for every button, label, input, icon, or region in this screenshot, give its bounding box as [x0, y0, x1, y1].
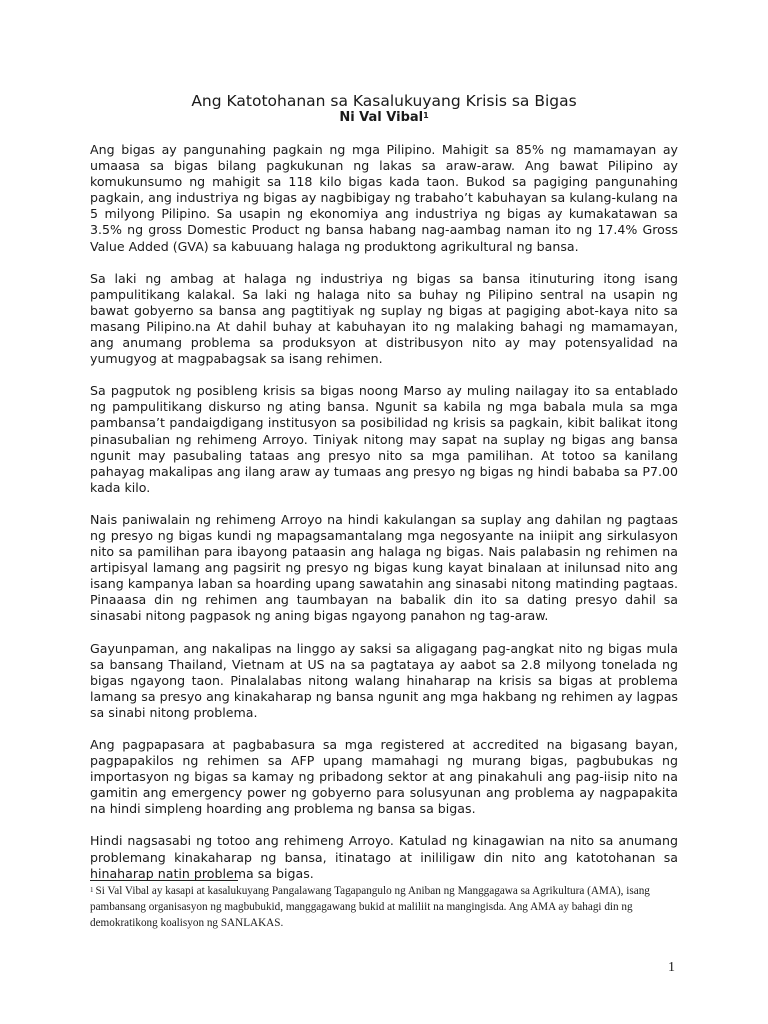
byline-footnote-marker[interactable]: 1	[423, 111, 429, 120]
paragraph-4: Nais paniwalain ng rehimeng Arroyo na hindi kakulangan sa suplay ang dahilan ng pagtaas ng presyo ng bigas kundi ng mapagsamantalang mga negosyante na iniipit ang sirkulasyon nito sa pamilihan para ibayong pataasin ang halaga ng bigas. Nais palabasin ng rehimen na artipisyal lamang ang pagsirit ng presyo ng bigas kung kayat binalaan at inilunsad nito ang isang kampanya laban sa hoarding upang sawatahin ang sinasabi nitong matinding pagtaas. Pinaaasa din ng rehimen ang taumbayan na babalik din ito sa dating presyo dahil sa sinasabi nitong pagpasok ng aning bigas ngayong panahon ng tag-araw.	[90, 511, 678, 624]
paragraph-6: Ang pagpapasara at pagbabasura sa mga registered at accredited na bigasang bayan, pagpapakilos ng rehimen sa AFP upang mamahagi ng murang bigas, pagbubukas ng importasyon ng bigas sa kamay ng pribadong sektor at ang pinakahuli ang pag-iisip nito na gamitin ang emergency power ng gobyerno para solusyunan ang problema ay nagpapakita na hindi simpleng hoarding ang problema ng bansa sa bigas.	[90, 737, 678, 817]
paragraph-2: Sa laki ng ambag at halaga ng industriya ng bigas sa bansa itinuturing itong isang pampulitikang kalakal. Sa laki ng halaga nito sa buhay ng Pilipino sentral na usapin ng bawat gobyerno sa bansa ang pagtitiyak ng suplay ng bigas at pagiging abot-kaya nito sa masang Pilipino.na At dahil buhay at kabuhayan ito ng malaking bahagi ng mamamayan, ang anumang problema sa produksyon at distribusyon nito ay may potensyalidad na yumugyog at magpabagsak sa isang rehimen.	[90, 270, 678, 367]
byline	[90, 110, 678, 126]
footnote-marker: 1	[90, 886, 94, 894]
byline-author: Ni Val Vibal	[339, 110, 424, 125]
paragraph-7: Hindi nagsasabi ng totoo ang rehimeng Arroyo. Katulad ng kinagawian na nito sa anumang problemang kinakaharap ng bansa, itinatago at inililigaw din nito ang katotohanan sa hinaharap natin problema sa bigas.	[90, 833, 678, 881]
footnote-separator	[90, 880, 238, 881]
paragraph-3: Sa pagputok ng posibleng krisis sa bigas noong Marso ay muling nailagay ito sa entablado ng pampulitikang diskurso ng ating bansa. Ngunit sa kabila ng mga babala mula sa mga pambansa’t pandaigdigang institusyon sa posibilidad ng krisis sa pagkain, kibit balikat itong pinasubalian ng rehimeng Arroyo. Tiniyak nitong may sapat na suplay ng bigas ang bansa ngunit may pasubaling tataas ang presyo nito sa mga pamilihan. At totoo sa kanilang pahayag makalipas ang ilang araw ay tumaas ang presyo ng bigas ng hindi bababa sa P7.00 kada kilo.	[90, 383, 678, 495]
page-number: 1	[668, 960, 675, 975]
document-title: Ang Katotohanan sa Kasalukuyang Krisis sa Bigas	[191, 92, 577, 110]
footnote	[90, 883, 678, 931]
article-body	[90, 142, 678, 898]
footnote-text: Si Val Vibal ay kasapi at kasalukuyang Pangalawang Tagapangulo ng Aniban ng Manggagawa sa Agrikultura (AMA), isang pambansang organisasyon ng magbubukid, manggagawang bukid at maliliit na mangingisda. Ang AMA ay bahagi din ng demokratikong koalisyon ng SANLAKAS.	[90, 885, 650, 929]
paragraph-1: Ang bigas ay pangunahing pagkain ng mga Pilipino. Mahigit sa 85% ng mamamayan ay umaasa sa bigas bilang pagkukunan ng lakas sa araw-araw. Ang bawat Pilipino ay komukunsumo ng mahigit sa 118 kilo bigas kada taon. Bukod sa pagiging pangunahing pagkain, ang industriya ng bigas ay nagbibigay ng trabaho’t kabuhayan sa kulang-kulang na 5 milyong Pilipino. Sa usapin ng ekonomiya ang industriya ng bigas ay kumakatawan sa 3.5% ng gross Domestic Product ng bansa habang nag-aambag naman ito ng 17.4% Gross Value Added (GVA) sa kabuuang halaga ng produktong agrikultural ng bansa.	[90, 142, 678, 254]
paragraph-5: Gayunpaman, ang nakalipas na linggo ay saksi sa aligagang pag-angkat nito ng bigas mula sa bansang Thailand, Vietnam at US na sa pagtataya ay aabot sa 2.8 milyong tonelada ng bigas ngayong taon. Pinalalabas nitong walang hinaharap na krisis sa bigas at problema lamang sa presyo ang kinakaharap ng bansa ngunit ang mga hakbang ng rehimen ay lagpas sa sinabi nitong problema.	[90, 640, 678, 720]
